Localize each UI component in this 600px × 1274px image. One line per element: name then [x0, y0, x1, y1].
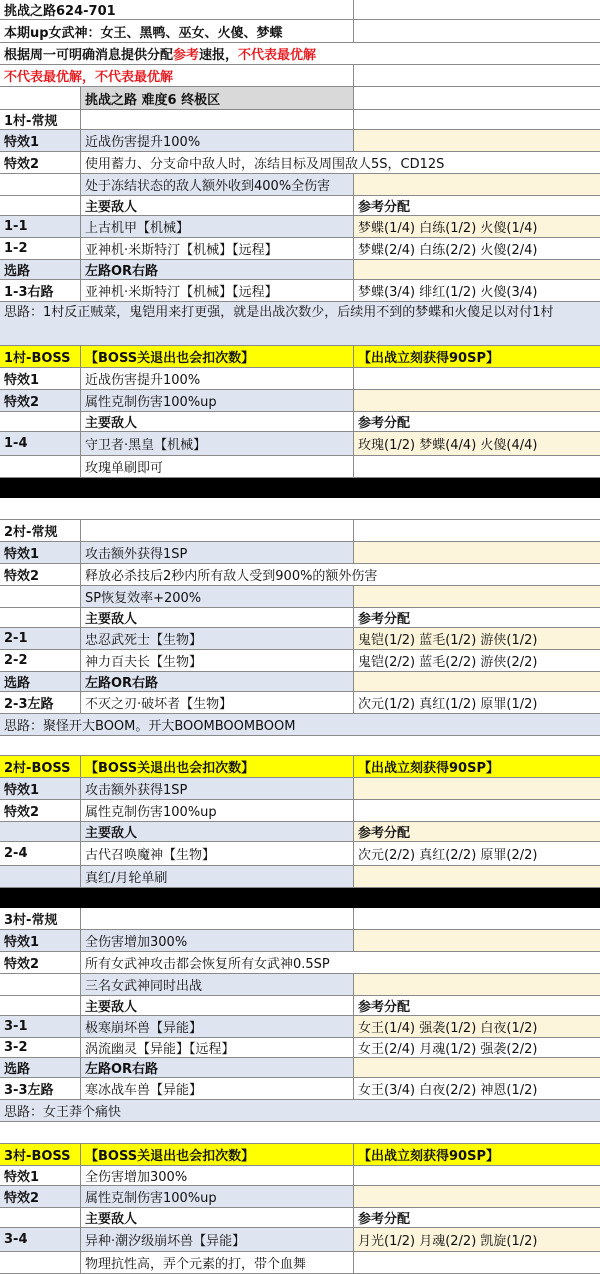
v1-strategy-note [0, 302, 600, 346]
v3-effect-2 [0, 952, 600, 974]
v2-boss-header [0, 756, 600, 778]
boss-title: 3村-BOSS [0, 1144, 81, 1165]
v2-boss-tip-row [0, 866, 600, 888]
effect-1-text: 攻击额外获得1SP [81, 542, 354, 563]
effect-2-label: 特效2 [0, 564, 81, 585]
table-row [0, 628, 600, 650]
enemy-column-header: 主要敌人 [81, 196, 354, 215]
v3-strategy-note [0, 1100, 600, 1122]
empty-cell [354, 368, 600, 389]
effect-2-label: 特效2 [0, 390, 81, 411]
source-note [0, 43, 600, 64]
village-2-title: 2村-常规 [0, 520, 81, 541]
stage-enemy: 古代召唤魔神【生物】 [81, 842, 354, 865]
empty-cell [0, 974, 81, 995]
strategy-text: 思路：聚怪开大BOOM。开大BOOMBOOMBOOM [4, 719, 296, 734]
empty-cell [0, 822, 81, 841]
warning-row [0, 65, 600, 87]
boss-note: 【BOSS关退出也会扣次数】 [81, 346, 354, 367]
boss-tip: 物理抗性高，弄个元素的打，带个血舞 [81, 1252, 354, 1273]
stage-allocation: 次元(1/2) 真红(1/2) 原罪(1/2) [358, 697, 538, 712]
stage-enemy: 忠忍武死士【生物】 [81, 628, 354, 649]
table-row [0, 216, 600, 238]
route-row [0, 1058, 600, 1078]
v1-table-header [0, 196, 600, 216]
empty-cell [354, 908, 600, 929]
stage-allocation: 鬼铠(2/2) 蓝毛(2/2) 游侠(2/2) [358, 655, 538, 670]
effect-1-text: 近战伤害提升100% [81, 368, 354, 389]
empty-cell [0, 996, 81, 1015]
stage-id: 3-3左路 [0, 1078, 81, 1099]
table-row [0, 1038, 600, 1058]
stage-enemy: 守卫者·黑皇【机械】 [81, 432, 354, 455]
empty-cell [0, 196, 81, 215]
empty-cell [354, 390, 600, 411]
v3-boss-header [0, 1144, 600, 1166]
empty-cell [354, 520, 600, 541]
enemy-column-header: 主要敌人 [81, 1208, 354, 1227]
stage-enemy: 亚神机·米斯特汀【机械】【远程】 [81, 280, 354, 301]
route-label: 选路 [0, 260, 81, 279]
section-divider [0, 478, 600, 498]
v1-boss-tip-row [0, 456, 600, 478]
effect-2-text: 属性克制伤害100%up [81, 1186, 354, 1207]
v3-boss-table-header [0, 1208, 600, 1228]
empty-cell [0, 498, 600, 519]
village-1-title: 1村-常规 [0, 110, 81, 129]
empty-cell [0, 456, 81, 477]
stage-enemy: 上古机甲【机械】 [81, 216, 354, 237]
empty-cell [354, 65, 600, 86]
empty-cell [354, 456, 600, 477]
empty-cell [81, 520, 354, 541]
blank-row [0, 498, 600, 520]
effect-2-label: 特效2 [0, 800, 81, 821]
empty-cell [354, 87, 600, 109]
stage-id: 1-2 [0, 238, 81, 259]
stage-allocation: 梦蝶(1/4) 白练(1/2) 火傻(1/4) [354, 216, 600, 237]
stage-allocation: 月光(1/2) 月魂(2/2) 凯旋(1/2) [354, 1228, 600, 1251]
stage-id: 1-1 [0, 216, 81, 237]
boss-note: 【BOSS关退出也会扣次数】 [81, 1144, 354, 1165]
stage-allocation: 梦蝶(2/4) 白练(2/2) 火傻(2/4) [358, 243, 538, 258]
blank-row [0, 1122, 600, 1144]
empty-cell [354, 1252, 600, 1273]
stage-id: 2-3左路 [0, 692, 81, 713]
empty-cell [0, 1208, 81, 1227]
enemy-column-header: 主要敌人 [81, 608, 354, 627]
empty-cell [0, 174, 81, 195]
effect-2-label: 特效2 [0, 952, 81, 973]
v3-effect-1 [0, 930, 600, 952]
note-ref: 参考 [173, 48, 200, 63]
empty-cell [0, 412, 81, 431]
effect-1-label: 特效1 [0, 542, 81, 563]
stage-enemy: 不灭之刃·破坏者【生物】 [81, 692, 354, 713]
boss-title: 2村-BOSS [0, 756, 81, 777]
v1-boss-table-header [0, 412, 600, 432]
effect-2-text: 属性克制伤害100%up [81, 800, 354, 821]
strategy-text: 思路：1村反正贼菜，鬼铠用来打更强，就是出战次数少，后续用不到的梦蝶和火傻足以对付1村 [4, 305, 554, 320]
enemy-column-header: 主要敌人 [81, 822, 354, 841]
village-3-title: 3村-常规 [0, 908, 81, 929]
effect-2-text: 属性克制伤害100%up [81, 390, 354, 411]
stage-id: 3-2 [0, 1038, 81, 1057]
village-2-header [0, 520, 600, 542]
blank-row [0, 736, 600, 756]
v3-boss-effect-1 [0, 1166, 600, 1186]
stage-allocation: 女王(3/4) 白夜(2/2) 神恩(1/2) [358, 1083, 538, 1098]
enemy-column-header: 主要敌人 [81, 412, 354, 431]
v2-effect-2 [0, 564, 600, 586]
boss-reward: 【出战立刻获得90SP】 [358, 351, 499, 366]
v1-effect-2b [0, 174, 600, 196]
table-row [0, 280, 600, 302]
boss-tip: 真红/月轮单刷 [81, 866, 354, 887]
difficulty-label: 挑战之路 难度6 终极区 [81, 87, 354, 109]
sheet-title: 挑战之路624-701 [0, 0, 354, 19]
v2-effect-2b [0, 586, 600, 608]
empty-cell [354, 1186, 600, 1207]
table-row [0, 1078, 600, 1100]
empty-cell [354, 866, 600, 887]
v1-boss-effect-1 [0, 368, 600, 390]
stage-id: 2-1 [0, 628, 81, 649]
empty-cell [354, 110, 600, 129]
enemy-column-header: 主要敌人 [81, 996, 354, 1015]
empty-cell [354, 0, 600, 19]
route-row [0, 672, 600, 692]
empty-cell [0, 1252, 81, 1273]
effect-1-text: 攻击额外获得1SP [81, 778, 354, 799]
empty-cell [354, 542, 600, 563]
empty-cell [354, 174, 600, 195]
table-row [0, 238, 600, 260]
note-mid: 速报， [199, 48, 239, 63]
effect-1-label: 特效1 [0, 130, 81, 151]
v2-table-header [0, 608, 600, 628]
stage-allocation: 次元(2/2) 真红(2/2) 原罪(2/2) [358, 848, 538, 863]
table-row [0, 432, 600, 456]
empty-cell [354, 260, 600, 279]
empty-cell [354, 1166, 600, 1185]
alloc-column-header: 参考分配 [358, 1000, 411, 1015]
warning-text: 不代表最优解，不代表最优解 [0, 65, 354, 86]
empty-cell [354, 778, 600, 799]
effect-2-label: 特效2 [0, 1186, 81, 1207]
title-row [0, 0, 600, 20]
empty-cell [354, 800, 600, 821]
v3-table-header [0, 996, 600, 1016]
effect-2b-text: 处于冻结状态的敌人额外收到400%全伤害 [81, 174, 354, 195]
v3-effect-2b [0, 974, 600, 996]
stage-enemy: 涡流幽灵【异能】【远程】 [81, 1038, 354, 1057]
effect-1-label: 特效1 [0, 368, 81, 389]
route-choice: 左路OR右路 [81, 260, 354, 279]
v3-boss-effect-2 [0, 1186, 600, 1208]
table-row [0, 1016, 600, 1038]
v3-boss-tip-row [0, 1252, 600, 1274]
route-label: 选路 [0, 1058, 81, 1077]
stage-id: 1-3右路 [0, 280, 81, 301]
v1-boss-effect-2 [0, 390, 600, 412]
stage-id: 2-2 [0, 650, 81, 671]
empty-cell [354, 930, 600, 951]
stage-id: 3-4 [0, 1228, 81, 1251]
boss-title: 1村-BOSS [0, 346, 81, 367]
effect-2b-text: 三名女武神同时出战 [81, 974, 354, 995]
empty-cell [0, 866, 81, 887]
stage-enemy: 极寒崩坏兽【异能】 [81, 1016, 354, 1037]
effect-1-text: 近战伤害提升100% [81, 130, 354, 151]
effect-2b-text: SP恢复效率+200% [81, 586, 354, 607]
v1-effect-2 [0, 152, 600, 174]
empty-cell [0, 608, 81, 627]
village-3-header [0, 908, 600, 930]
village-1-header [0, 110, 600, 130]
table-row [0, 842, 600, 866]
effect-1-text: 全伤害增加300% [81, 1166, 354, 1185]
effect-1-text: 全伤害增加300% [81, 930, 354, 951]
stage-id: 2-4 [0, 842, 81, 865]
alloc-column-header: 参考分配 [354, 822, 600, 841]
note-warning: 不代表最优解 [238, 48, 317, 63]
empty-cell [354, 672, 600, 691]
alloc-column-header: 参考分配 [358, 612, 411, 627]
effect-1-label: 特效1 [0, 1166, 81, 1185]
table-row [0, 692, 600, 714]
strategy-text: 思路：女王莽个痛快 [4, 1105, 122, 1120]
section-divider [0, 888, 600, 908]
route-label: 选路 [0, 672, 81, 691]
v2-effect-1 [0, 542, 600, 564]
stage-allocation: 鬼铠(1/2) 蓝毛(1/2) 游侠(1/2) [354, 628, 600, 649]
table-row [0, 650, 600, 672]
boss-reward: 【出战立刻获得90SP】 [358, 761, 499, 776]
stage-enemy: 神力百夫长【生物】 [81, 650, 354, 671]
stage-enemy: 亚神机·米斯特汀【机械】【远程】 [81, 238, 354, 259]
effect-1-label: 特效1 [0, 930, 81, 951]
stage-enemy: 异种·潮汐级崩坏兽【异能】 [81, 1228, 354, 1251]
stage-allocation: 女王(2/4) 月魂(1/2) 强袭(2/2) [358, 1042, 538, 1057]
stage-allocation: 玫瑰(1/2) 梦蝶(4/4) 火傻(4/4) [354, 432, 600, 455]
boss-tip: 玫瑰单刷即可 [81, 456, 354, 477]
difficulty-row [0, 87, 600, 110]
empty-cell [0, 87, 81, 109]
empty-cell [354, 974, 600, 995]
note-prefix: 根据周一可明确消息提供分配 [4, 48, 174, 63]
effect-2-text: 释放必杀技后2秒内所有敌人受到900%的额外伤害 [85, 569, 378, 584]
empty-cell [0, 736, 600, 755]
effect-2-text: 使用蓄力、分支命中敌人时，冻结目标及周围敌人5S，CD12S [85, 157, 445, 172]
boss-note: 【BOSS关退出也会扣次数】 [81, 756, 354, 777]
route-choice: 左路OR右路 [81, 1058, 354, 1077]
alloc-column-header: 参考分配 [358, 416, 411, 431]
empty-cell [0, 1122, 600, 1143]
alloc-column-header: 参考分配 [358, 1212, 411, 1227]
v2-boss-effect-1 [0, 778, 600, 800]
empty-cell [354, 130, 600, 151]
empty-cell [354, 20, 600, 42]
empty-cell [81, 110, 354, 129]
v2-strategy-note [0, 714, 600, 736]
effect-2-label: 特效2 [0, 152, 81, 173]
v2-boss-effect-2 [0, 800, 600, 822]
stage-allocation: 梦蝶(3/4) 绯红(1/2) 火傻(3/4) [358, 285, 538, 300]
empty-cell [354, 1058, 600, 1077]
stage-enemy: 寒冰战车兽【异能】 [81, 1078, 354, 1099]
up-row [0, 20, 600, 43]
effect-1-label: 特效1 [0, 778, 81, 799]
empty-cell [354, 586, 600, 607]
up-valkyries: 本期up女武神：女王、黑鸭、巫女、火傻、梦蝶 [0, 20, 354, 42]
empty-cell [0, 586, 81, 607]
v1-effect-1 [0, 130, 600, 152]
note-row [0, 43, 600, 65]
v1-boss-header [0, 346, 600, 368]
stage-id: 3-1 [0, 1016, 81, 1037]
stage-allocation: 女王(1/4) 强袭(1/2) 白夜(1/2) [354, 1016, 600, 1037]
stage-id: 1-4 [0, 432, 81, 455]
boss-reward: 【出战立刻获得90SP】 [358, 1149, 499, 1164]
alloc-column-header: 参考分配 [358, 200, 411, 215]
route-choice: 左路OR右路 [81, 672, 354, 691]
empty-cell [81, 908, 354, 929]
table-row [0, 1228, 600, 1252]
route-row [0, 260, 600, 280]
effect-2-text: 所有女武神攻击都会恢复所有女武神0.5SP [85, 957, 330, 972]
v2-boss-table-header [0, 822, 600, 842]
